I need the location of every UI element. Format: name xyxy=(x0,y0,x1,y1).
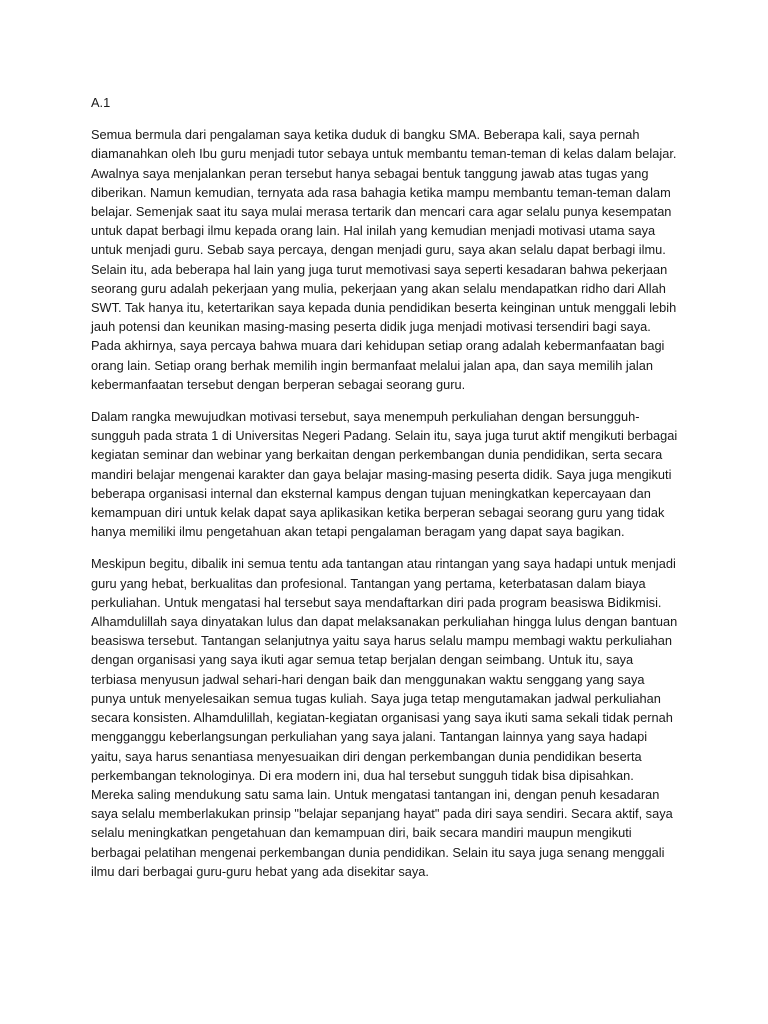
section-heading: A.1 xyxy=(91,95,111,110)
document-body xyxy=(91,93,679,894)
paragraph-efforts: Dalam rangka mewujudkan motivasi tersebut, saya menempuh perkuliahan dengan bersungguh-sungguh pada strata 1 di Universitas Negeri Padang. Selain itu, saya juga turut aktif mengikuti berbagai kegiatan seminar dan webinar yang berkaitan dengan perkembangan dunia pendidikan, serta secara mandiri belajar mengenai karakter dan gaya belajar masing-masing peserta didik. Saya juga mengikuti beberapa organisasi internal dan eksternal kampus dengan tujuan meningkatkan kepercayaan dan kemampuan diri untuk kelak dapat saya aplikasikan ketika berperan sebagai seorang guru yang tidak hanya memiliki ilmu pengetahuan akan tetapi pengalaman beragam yang dapat saya bagikan. xyxy=(91,409,678,540)
paragraph-challenges: Meskipun begitu, dibalik ini semua tentu ada tantangan atau rintangan yang saya hadapi untuk menjadi guru yang hebat, berkualitas dan profesional. Tantangan yang pertama, keterbatasan dalam biaya perkuliahan. Untuk mengatasi hal tersebut saya mendaftarkan diri pada program beasiswa Bidikmisi. Alhamdulillah saya dinyatakan lulus dan dapat melaksanakan perkuliahan hingga lulus dengan bantuan beasiswa tersebut. Tantangan selanjutnya yaitu saya harus selalu mampu membagi waktu perkuliahan dengan organisasi yang saya ikuti agar semua tetap berjalan dengan seimbang. Untuk itu, saya terbiasa menyusun jadwal sehari-hari dengan baik dan menggunakan waktu senggang yang saya punya untuk menyelesaikan semua tugas kuliah. Saya juga tetap mengutamakan jadwal perkuliahan secara konsisten. Alhamdulillah, kegiatan-kegiatan organisasi yang saya ikuti sama sekali tidak pernah mengganggu keberlangsungan perkuliahan yang saya jalani. Tantangan lainnya yang saya hadapi yaitu, saya harus senantiasa menyesuaikan diri dengan perkembangan dunia pendidikan beserta perkembangan teknologinya. Di era modern ini, dua hal tersebut sungguh tidak bisa dipisahkan. Mereka saling mendukung satu sama lain. Untuk mengatasi tantangan ini, dengan penuh kesadaran saya selalu memberlakukan prinsip "belajar sepanjang hayat" pada diri saya sendiri. Secara aktif, saya selalu meningkatkan pengetahuan dan kemampuan diri, baik secara mandiri maupun mengikuti berbagai pelatihan mengenai perkembangan dunia pendidikan. Selain itu saya juga senang menggali ilmu dari berbagai guru-guru hebat yang ada disekitar saya. xyxy=(91,556,678,879)
paragraph-motivation: Semua bermula dari pengalaman saya ketika duduk di bangku SMA. Beberapa kali, saya pernah diamanahkan oleh Ibu guru menjadi tutor sebaya untuk membantu teman-teman di kelas dalam belajar. Awalnya saya menjalankan peran tersebut hanya sebagai bentuk tanggung jawab atas tugas yang diberikan. Namun kemudian, ternyata ada rasa bahagia ketika mampu membantu teman-teman dalam belajar. Semenjak saat itu saya mulai merasa tertarik dan mencari cara agar selalu punya kesempatan untuk dapat berbagi ilmu kepada orang lain. Hal inilah yang kemudian menjadi motivasi utama saya untuk menjadi guru. Sebab saya percaya, dengan menjadi guru, saya akan selalu dapat berbagi ilmu. Selain itu, ada beberapa hal lain yang juga turut memotivasi saya seperti kesadaran bahwa pekerjaan seorang guru adalah pekerjaan yang mulia, pekerjaan yang akan selalu mendapatkan ridho dari Allah SWT. Tak hanya itu, ketertarikan saya kepada dunia pendidikan beserta keinginan untuk menggali lebih jauh potensi dan keunikan masing-masing peserta didik juga menjadi motivasi tersendiri bagi saya. Pada akhirnya, saya percaya bahwa muara dari kehidupan setiap orang adalah kebermanfaatan bagi orang lain. Setiap orang berhak memilih ingin bermanfaat melalui jalan apa, dan saya memilih jalan kebermanfaatan tersebut dengan berperan sebagai seorang guru. xyxy=(91,127,677,392)
